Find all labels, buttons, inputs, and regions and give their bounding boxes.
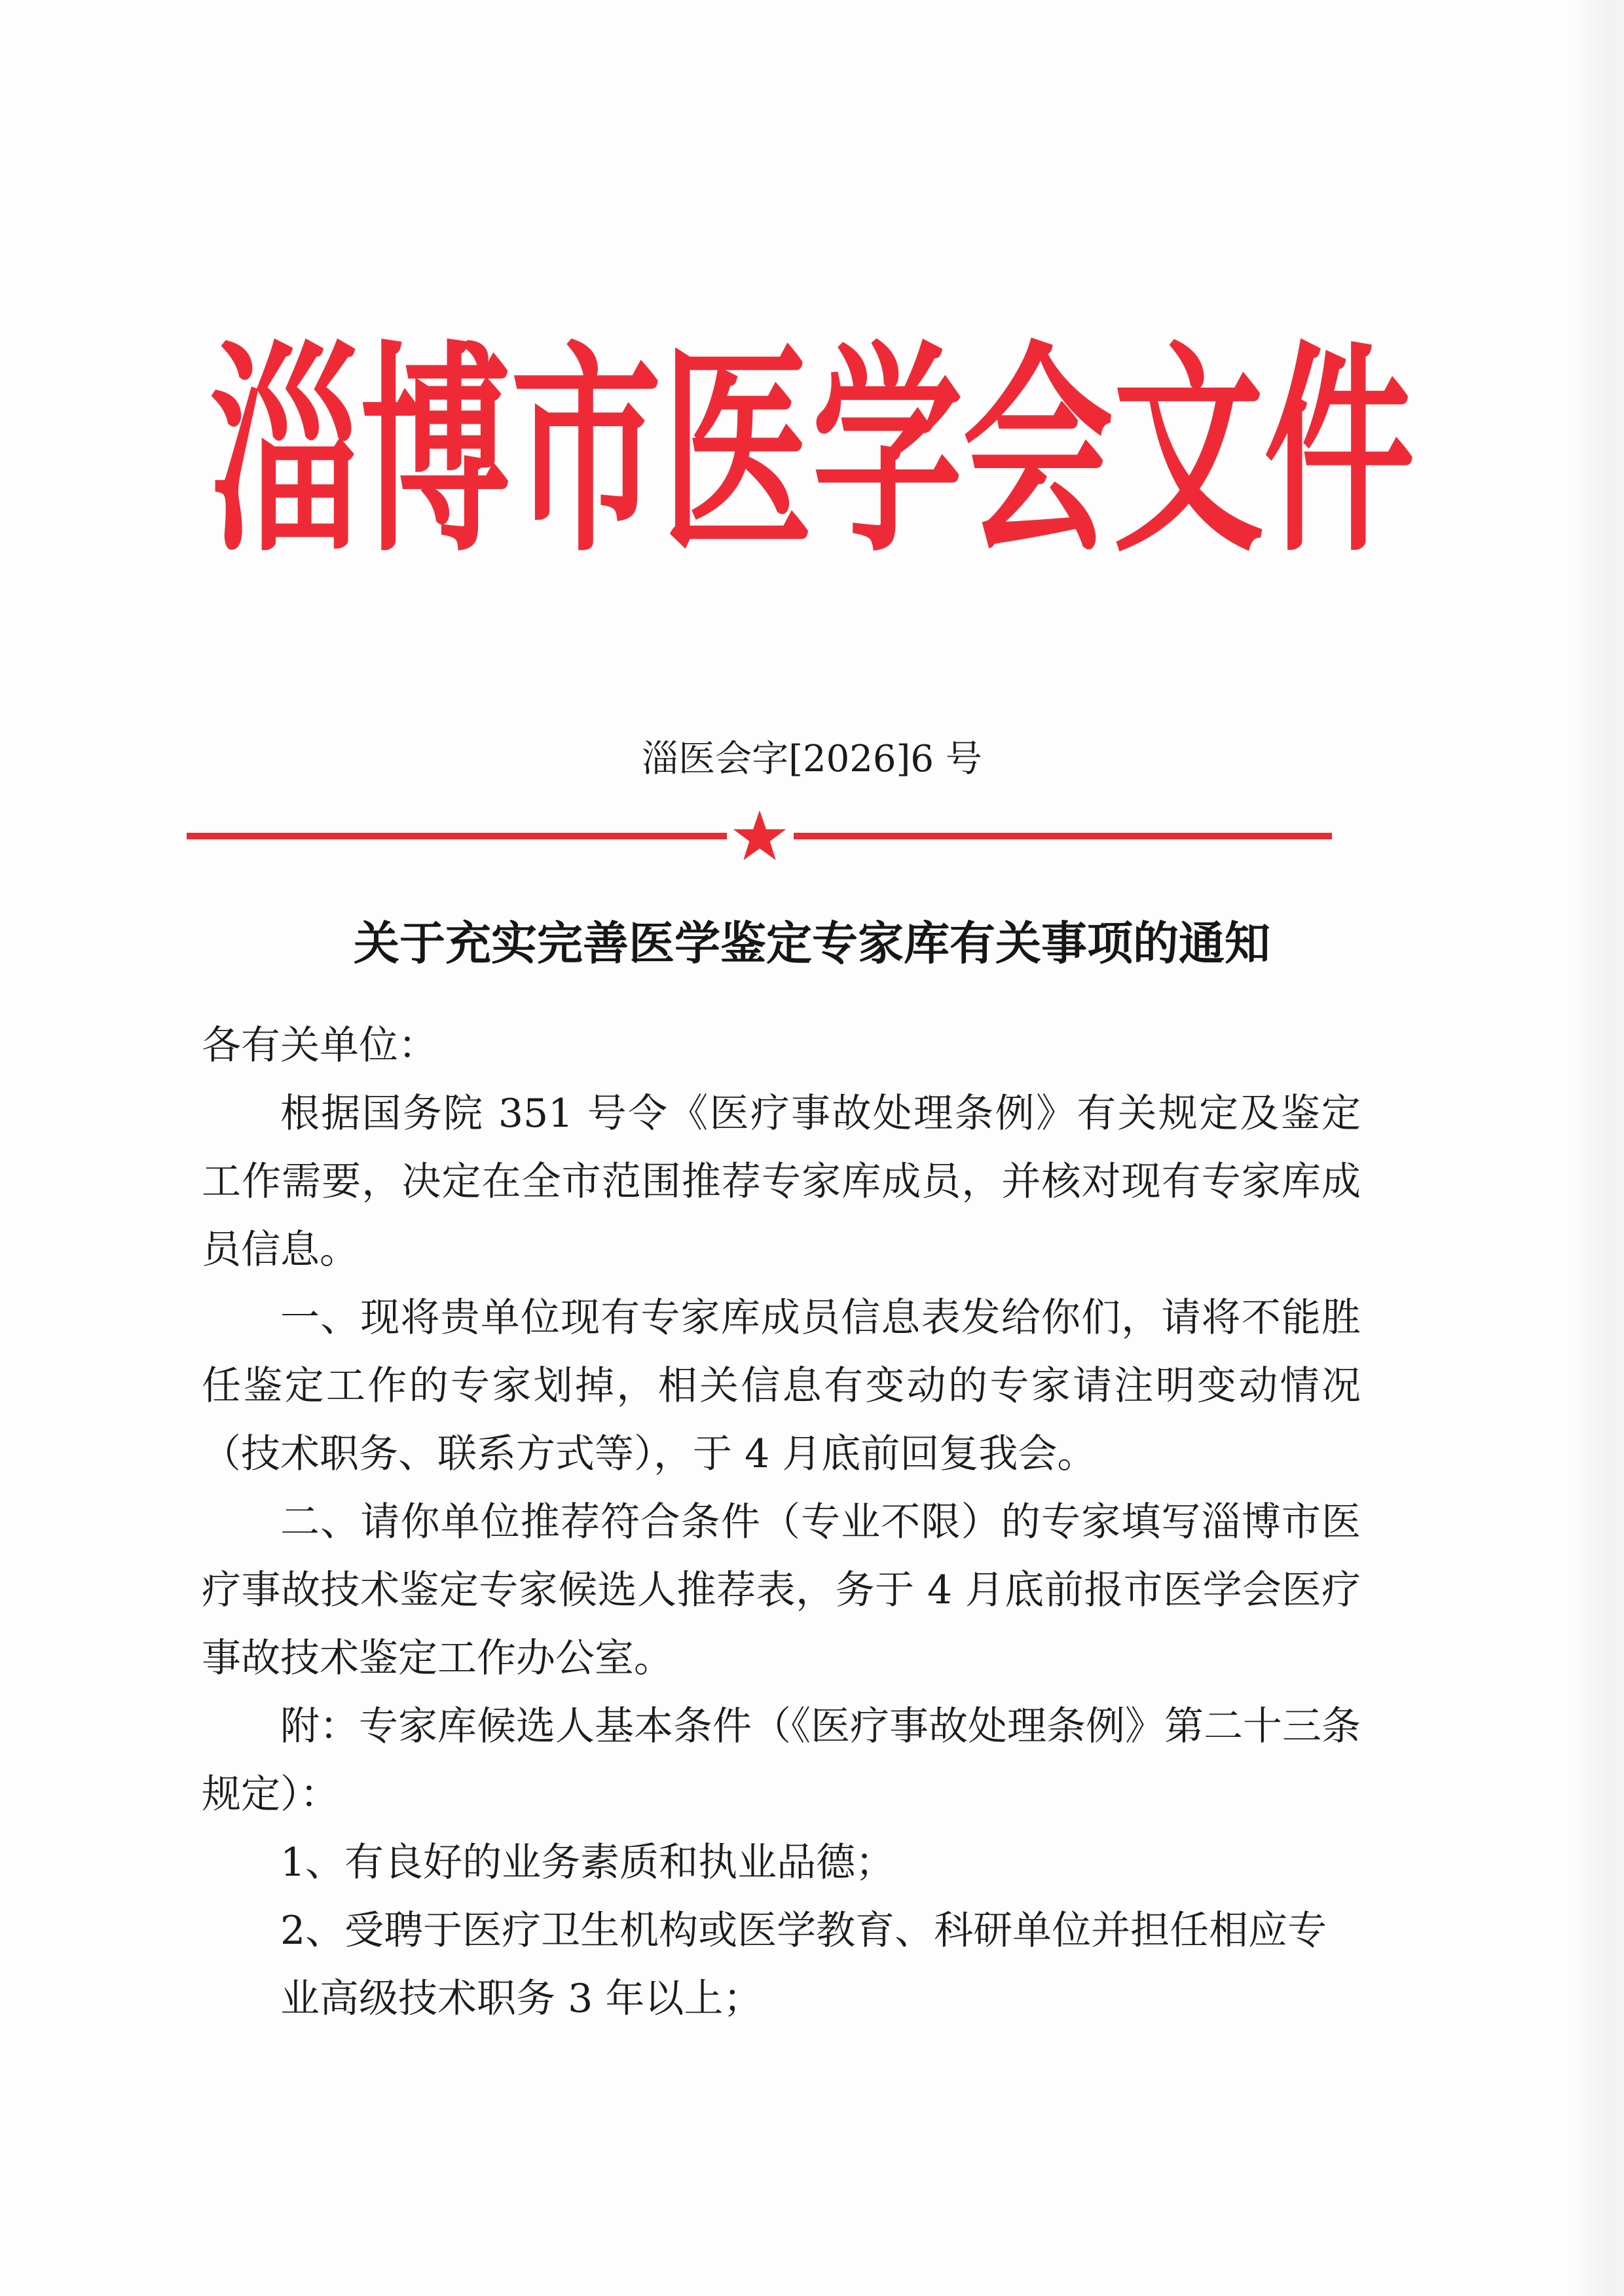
notice-body [202, 1011, 1361, 2033]
salutation: 各有关单位： [202, 1023, 437, 1068]
masthead-char: 淄 [210, 321, 361, 583]
condition-item: 1、有良好的业务素质和执业品德； [280, 1840, 895, 1886]
paragraph: 二、请你单位推荐符合条件（专业不限）的专家填写淄博市医疗事故技术鉴定专家候选人推荐表，务于 4 月底前报市医学会医疗事故技术鉴定工作办公室。 [202, 1499, 1361, 1681]
notice-title: 关于充实完善医学鉴定专家库有关事项的通知 [354, 916, 1270, 970]
condition-item: 2、受聘于医疗卫生机构或医学教育、科研单位并担任相应专业高级技术职务 3 年以上； [280, 1908, 1327, 2022]
paragraph: 根据国务院 351 号令《医疗事故处理条例》有关规定及鉴定工作需要，决定在全市范围推荐专家库成员，并核对现有专家库成员信息。 [202, 1091, 1361, 1273]
paragraph: 一、现将贵单位现有专家库成员信息表发给你们，请将不能胜任鉴定工作的专家划掉，相关信息有变动的专家请注明变动情况（技术职务、联系方式等），于 4 月底前回复我会。 [202, 1295, 1361, 1477]
star-icon [732, 809, 787, 862]
red-divider-left [187, 833, 727, 839]
masthead-char: 医 [661, 321, 813, 583]
scan-edge-shadow [1572, 0, 1624, 2296]
masthead-char: 件 [1264, 321, 1415, 583]
masthead-char: 会 [963, 321, 1114, 583]
masthead [210, 321, 1415, 583]
masthead-char: 市 [511, 321, 662, 583]
document-number: 淄医会字[2026]6 号 [642, 738, 982, 780]
masthead-char: 文 [1113, 321, 1264, 583]
red-divider-right [794, 833, 1332, 839]
masthead-char: 博 [360, 321, 511, 583]
masthead-char: 学 [812, 321, 963, 583]
paragraph: 附：专家库候选人基本条件（《医疗事故处理条例》第二十三条规定）： [202, 1704, 1361, 1817]
